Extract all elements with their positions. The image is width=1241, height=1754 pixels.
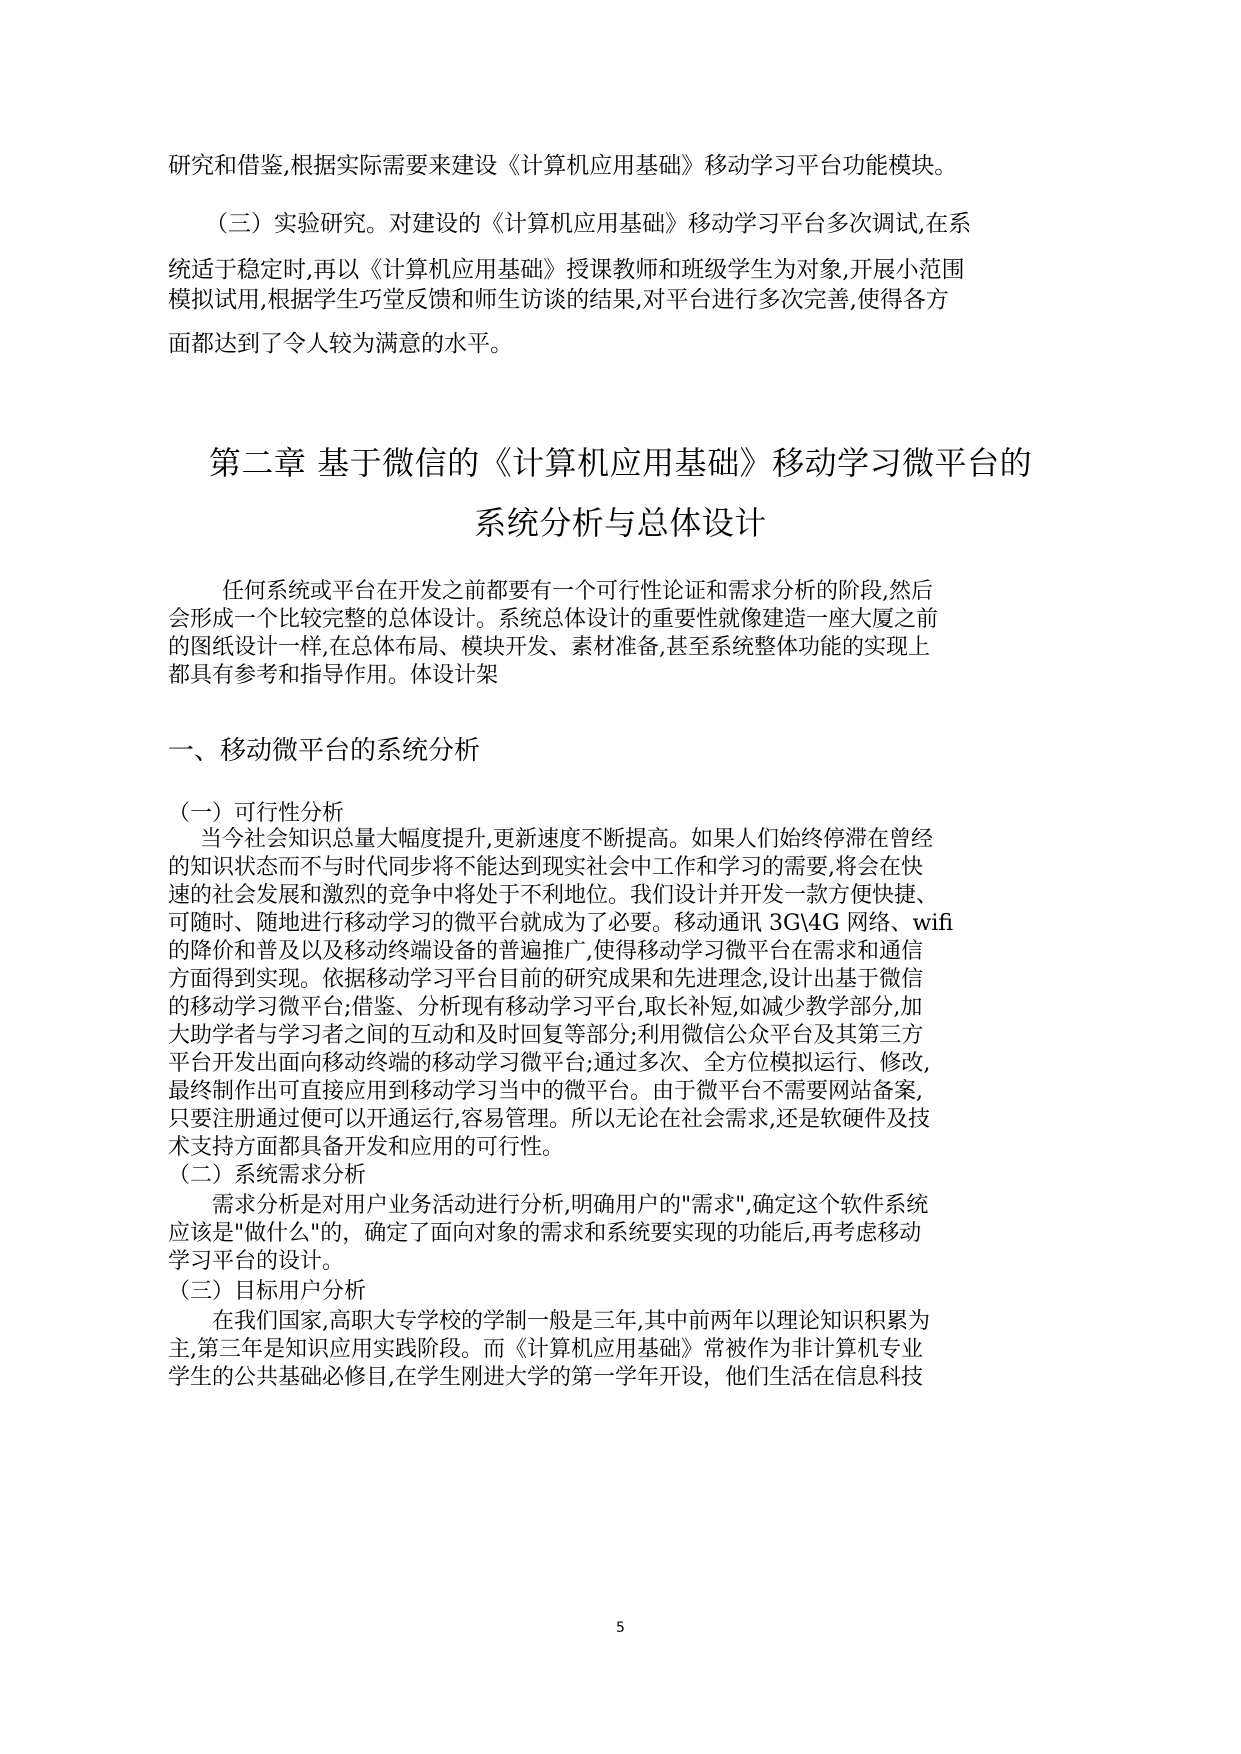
feasibility-line-8: 大助学者与学习者之间的互动和及时回复等部分;利用微信公众平台及其第三方 xyxy=(168,1023,924,1048)
requirements-line-3: 学习平台的设计。 xyxy=(168,1249,345,1274)
feasibility-line-2: 的知识状态而不与时代同步将不能达到现实社会中工作和学习的需要,将会在快 xyxy=(168,855,923,880)
intro-line-3: 统适于稳定时,再以《计算机应用基础》授课教师和班级学生为对象,开展小范围 xyxy=(168,257,965,283)
chapter-title-line-1: 第二章 基于微信的《计算机应用基础》移动学习微平台的 xyxy=(208,444,1033,482)
page-number: 5 xyxy=(616,1620,625,1636)
feasibility-line-1: 当今社会知识总量大幅度提升,更新速度不断提高。如果人们始终停滞在曾经 xyxy=(200,827,933,852)
intro-line-2: （三）实验研究。对建设的《计算机应用基础》移动学习平台多次调试,在系 xyxy=(205,211,972,237)
subsection-heading-target-users: （三）目标用户分析 xyxy=(168,1279,367,1304)
target-users-line-1: 在我们国家,高职大专学校的学制一般是三年,其中前两年以理论知识积累为 xyxy=(212,1309,930,1334)
chapter-title-line-2: 系统分析与总体设计 xyxy=(474,504,767,542)
subsection-heading-feasibility: （一）可行性分析 xyxy=(168,801,345,826)
feasibility-line-12: 术支持方面都具备开发和应用的可行性。 xyxy=(168,1135,565,1160)
requirements-line-2: 应该是"做什么"的，确定了面向对象的需求和系统要实现的功能后,再考虑移动 xyxy=(168,1221,922,1246)
feasibility-line-11: 只要注册通过便可以开通运行,容易管理。所以无论在社会需求,还是软硬件及技 xyxy=(168,1107,930,1132)
feasibility-line-4: 可随时、随地进行移动学习的微平台就成为了必要。移动通讯 3G\4G 网络、wifi xyxy=(168,911,954,936)
intro-line-4: 模拟试用,根据学生巧堂反馈和师生访谈的结果,对平台进行多次完善,使得各方 xyxy=(168,287,949,313)
chapter-intro-line-1: 任何系统或平台在开发之前都要有一个可行性论证和需求分析的阶段,然后 xyxy=(222,579,933,604)
chapter-intro-line-3: 的图纸设计一样,在总体布局、模块开发、素材准备,甚至系统整体功能的实现上 xyxy=(168,635,930,660)
target-users-line-2: 主,第三年是知识应用实践阶段。而《计算机应用基础》常被作为非计算机专业 xyxy=(168,1337,923,1362)
intro-line-1: 研究和借鉴,根据实际需要来建设《计算机应用基础》移动学习平台功能模块。 xyxy=(168,153,958,179)
feasibility-line-10: 最终制作出可直接应用到移动学习当中的微平台。由于微平台不需要网站备案, xyxy=(168,1079,923,1104)
subsection-heading-requirements: （二）系统需求分析 xyxy=(168,1163,367,1188)
section-title: 一、移动微平台的系统分析 xyxy=(168,736,481,766)
chapter-intro-line-2: 会形成一个比较完整的总体设计。系统总体设计的重要性就像建造一座大厦之前 xyxy=(168,607,939,632)
feasibility-line-5: 的降价和普及以及移动终端设备的普遍推广,使得移动学习微平台在需求和通信 xyxy=(168,939,923,964)
requirements-line-1: 需求分析是对用户业务活动进行分析,明确用户的"需求",确定这个软件系统 xyxy=(212,1193,929,1218)
target-users-line-3: 学生的公共基础必修目,在学生刚进大学的第一学年开设，他们生活在信息科技 xyxy=(168,1365,923,1390)
feasibility-line-3: 速的社会发展和激烈的竞争中将处于不利地位。我们设计并开发一款方便快捷、 xyxy=(168,883,939,908)
intro-line-5: 面都达到了令人较为满意的水平。 xyxy=(168,331,513,357)
feasibility-line-7: 的移动学习微平台;借鉴、分析现有移动学习平台,取长补短,如减少教学部分,加 xyxy=(168,995,923,1020)
feasibility-line-6: 方面得到实现。依据移动学习平台目前的研究成果和先进理念,设计出基于微信 xyxy=(168,967,923,992)
chapter-intro-line-4: 都具有参考和指导作用。体设计架 xyxy=(168,663,499,688)
feasibility-line-9: 平台开发出面向移动终端的移动学习微平台;通过多次、全方位模拟运行、修改, xyxy=(168,1051,931,1076)
